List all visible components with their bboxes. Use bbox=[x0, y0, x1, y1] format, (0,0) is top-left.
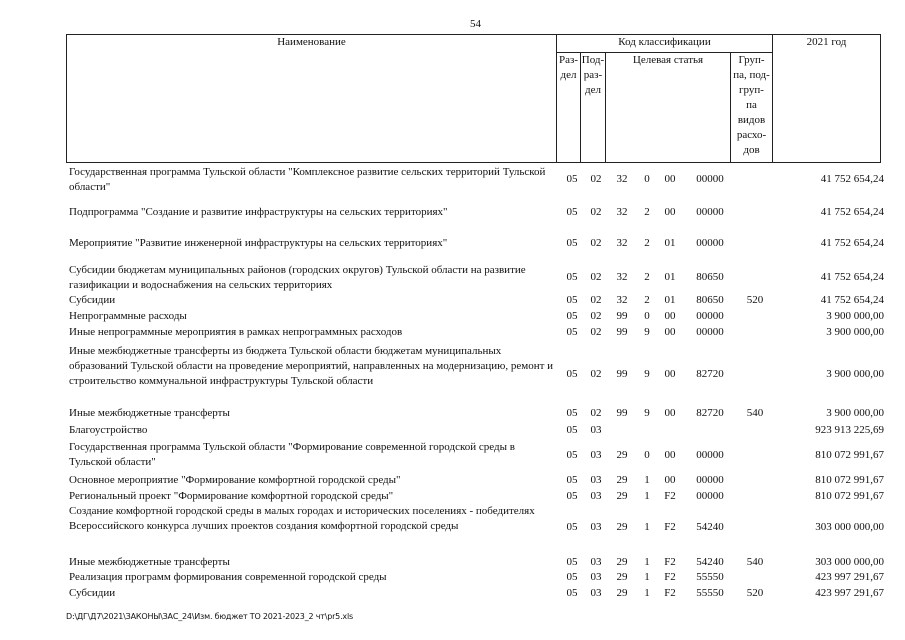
row-code-pr: 03 bbox=[590, 587, 602, 599]
header-code: Код классификации bbox=[557, 35, 773, 53]
row-amount: 423 997 291,67 bbox=[815, 571, 884, 583]
row-name: Иные межбюджетные трансферты из бюджета Тульской области бюджетам муниципальных образований Тульской области на проведение мероприятий, направленных на модернизацию, ремонт и строительство коммунальной инфраструктуры Тульской области bbox=[69, 345, 554, 387]
row-code-vr: 540 bbox=[746, 407, 764, 419]
row-code-d: 00000 bbox=[696, 237, 724, 249]
row-code-b: 2 bbox=[644, 206, 650, 218]
header-razdel: Раз- дел bbox=[557, 53, 581, 163]
row-code-a: 32 bbox=[616, 206, 628, 218]
row-code-rz: 05 bbox=[566, 407, 578, 419]
row-amount: 810 072 991,67 bbox=[815, 474, 884, 486]
row-code-b: 0 bbox=[644, 173, 650, 185]
row-code-d: 82720 bbox=[696, 407, 724, 419]
header-name: Наименование bbox=[67, 35, 557, 163]
row-code-a: 29 bbox=[616, 587, 628, 599]
row-code-b: 2 bbox=[644, 237, 650, 249]
row-code-pr: 02 bbox=[590, 326, 602, 338]
row-name: Подпрограмма "Создание и развитие инфраструктуры на сельских территориях" bbox=[69, 206, 448, 218]
row-code-c: 00 bbox=[664, 449, 676, 461]
row-amount: 303 000 000,00 bbox=[815, 556, 884, 568]
row-code-c: 00 bbox=[664, 206, 676, 218]
row-code-pr: 02 bbox=[590, 368, 602, 380]
row-code-rz: 05 bbox=[566, 368, 578, 380]
row-amount: 810 072 991,67 bbox=[815, 490, 884, 502]
row-code-rz: 05 bbox=[566, 310, 578, 322]
row-code-a: 99 bbox=[616, 310, 628, 322]
row-code-a: 99 bbox=[616, 407, 628, 419]
row-name: Государственная программа Тульской области "Формирование современной городской среды в Тульской области" bbox=[69, 441, 515, 468]
row-code-b: 0 bbox=[644, 310, 650, 322]
row-amount: 923 913 225,69 bbox=[815, 424, 884, 436]
footer-file-path: D:\ДГ\Д7\2021\ЗАКОНЫ\ЗАС_24\Изм. бюджет ТО 2021-2023_2 чт\pr5.xls bbox=[66, 612, 353, 621]
row-code-b: 1 bbox=[644, 474, 650, 486]
row-name: Благоустройство bbox=[69, 424, 148, 436]
row-name: Региональный проект "Формирование комфортной городской среды" bbox=[69, 490, 394, 502]
row-code-d: 00000 bbox=[696, 173, 724, 185]
row-code-c: 01 bbox=[664, 237, 676, 249]
row-code-b: 9 bbox=[644, 326, 650, 338]
row-name: Реализация программ формирования современной городской среды bbox=[69, 571, 387, 583]
row-amount: 41 752 654,24 bbox=[820, 206, 884, 218]
row-code-vr: 520 bbox=[746, 294, 764, 306]
row-name: Основное мероприятие "Формирование комфортной городской среды" bbox=[69, 474, 401, 486]
row-code-d: 54240 bbox=[696, 521, 724, 533]
row-code-pr: 03 bbox=[590, 521, 602, 533]
row-amount: 3 900 000,00 bbox=[826, 310, 884, 322]
row-code-a: 32 bbox=[616, 294, 628, 306]
row-amount: 41 752 654,24 bbox=[820, 237, 884, 249]
row-code-d: 54240 bbox=[696, 556, 724, 568]
row-code-pr: 03 bbox=[590, 449, 602, 461]
row-code-pr: 02 bbox=[590, 271, 602, 283]
row-code-a: 29 bbox=[616, 556, 628, 568]
row-amount: 41 752 654,24 bbox=[820, 294, 884, 306]
row-code-b: 2 bbox=[644, 271, 650, 283]
row-code-d: 00000 bbox=[696, 490, 724, 502]
row-amount: 41 752 654,24 bbox=[820, 173, 884, 185]
row-amount: 303 000 000,00 bbox=[815, 521, 884, 533]
row-code-a: 32 bbox=[616, 271, 628, 283]
row-code-d: 82720 bbox=[696, 368, 724, 380]
row-code-d: 00000 bbox=[696, 310, 724, 322]
row-code-d: 55550 bbox=[696, 571, 724, 583]
row-code-c: 00 bbox=[664, 326, 676, 338]
row-code-pr: 02 bbox=[590, 206, 602, 218]
row-code-c: F2 bbox=[664, 556, 676, 568]
row-name: Государственная программа Тульской области "Комплексное развитие сельских территорий Тульской области" bbox=[69, 166, 546, 193]
row-code-pr: 03 bbox=[590, 490, 602, 502]
row-code-c: 01 bbox=[664, 294, 676, 306]
row-code-b: 9 bbox=[644, 407, 650, 419]
row-code-pr: 02 bbox=[590, 173, 602, 185]
row-code-pr: 02 bbox=[590, 310, 602, 322]
row-code-b: 1 bbox=[644, 490, 650, 502]
row-code-c: 00 bbox=[664, 173, 676, 185]
row-amount: 3 900 000,00 bbox=[826, 407, 884, 419]
row-code-c: F2 bbox=[664, 587, 676, 599]
row-code-c: F2 bbox=[664, 490, 676, 502]
row-code-d: 00000 bbox=[696, 449, 724, 461]
row-code-vr: 520 bbox=[746, 587, 764, 599]
row-name: Субсидии bbox=[69, 587, 116, 599]
row-code-pr: 03 bbox=[590, 474, 602, 486]
row-code-c: F2 bbox=[664, 571, 676, 583]
row-amount: 423 997 291,67 bbox=[815, 587, 884, 599]
row-code-b: 2 bbox=[644, 294, 650, 306]
row-code-b: 1 bbox=[644, 587, 650, 599]
row-code-rz: 05 bbox=[566, 556, 578, 568]
row-code-rz: 05 bbox=[566, 474, 578, 486]
row-code-d: 55550 bbox=[696, 587, 724, 599]
row-code-rz: 05 bbox=[566, 490, 578, 502]
row-code-c: F2 bbox=[664, 521, 676, 533]
header-podrazdel: Под- раз- дел bbox=[581, 53, 606, 163]
row-amount: 3 900 000,00 bbox=[826, 368, 884, 380]
row-code-b: 0 bbox=[644, 449, 650, 461]
row-code-a: 29 bbox=[616, 571, 628, 583]
row-code-rz: 05 bbox=[566, 571, 578, 583]
header-year: 2021 год bbox=[773, 35, 881, 163]
row-name: Иные непрограммные мероприятия в рамках непрограммных расходов bbox=[69, 326, 403, 338]
row-code-d: 00000 bbox=[696, 474, 724, 486]
header-target: Целевая статья bbox=[606, 53, 731, 163]
row-code-d: 80650 bbox=[696, 294, 724, 306]
row-amount: 41 752 654,24 bbox=[820, 271, 884, 283]
row-name: Создание комфортной городской среды в малых городах и исторических поселениях - победителях Всероссийского конкурса лучших проектов создания комфортной городской среды bbox=[69, 505, 535, 532]
row-code-a: 29 bbox=[616, 521, 628, 533]
row-code-c: 00 bbox=[664, 407, 676, 419]
row-code-c: 00 bbox=[664, 368, 676, 380]
row-code-rz: 05 bbox=[566, 237, 578, 249]
row-code-a: 29 bbox=[616, 490, 628, 502]
row-code-b: 9 bbox=[644, 368, 650, 380]
row-code-a: 32 bbox=[616, 173, 628, 185]
row-code-d: 00000 bbox=[696, 326, 724, 338]
row-code-d: 80650 bbox=[696, 271, 724, 283]
row-code-c: 00 bbox=[664, 310, 676, 322]
row-code-rz: 05 bbox=[566, 326, 578, 338]
row-code-pr: 02 bbox=[590, 237, 602, 249]
row-code-rz: 05 bbox=[566, 521, 578, 533]
header-group: Груп- па, под- груп- па видов расхо- дов bbox=[731, 53, 773, 163]
row-code-b: 1 bbox=[644, 571, 650, 583]
row-code-b: 1 bbox=[644, 521, 650, 533]
row-code-pr: 02 bbox=[590, 407, 602, 419]
row-code-a: 29 bbox=[616, 474, 628, 486]
row-code-rz: 05 bbox=[566, 206, 578, 218]
row-code-rz: 05 bbox=[566, 173, 578, 185]
row-code-rz: 05 bbox=[566, 587, 578, 599]
row-amount: 3 900 000,00 bbox=[826, 326, 884, 338]
row-code-a: 99 bbox=[616, 368, 628, 380]
row-code-rz: 05 bbox=[566, 271, 578, 283]
row-code-pr: 03 bbox=[590, 424, 602, 436]
row-code-rz: 05 bbox=[566, 449, 578, 461]
row-code-a: 99 bbox=[616, 326, 628, 338]
row-name: Субсидии бюджетам муниципальных районов (городских округов) Тульской области на развитие газификации и водоснабжения на сельских территориях bbox=[69, 264, 526, 291]
row-name: Иные межбюджетные трансферты bbox=[69, 407, 230, 419]
row-code-rz: 05 bbox=[566, 424, 578, 436]
row-name: Мероприятие "Развитие инженерной инфраструктуры на сельских территориях" bbox=[69, 237, 448, 249]
row-name: Иные межбюджетные трансферты bbox=[69, 556, 230, 568]
row-code-a: 29 bbox=[616, 449, 628, 461]
row-code-a: 32 bbox=[616, 237, 628, 249]
row-code-d: 00000 bbox=[696, 206, 724, 218]
row-code-c: 01 bbox=[664, 271, 676, 283]
row-code-pr: 03 bbox=[590, 556, 602, 568]
row-code-rz: 05 bbox=[566, 294, 578, 306]
row-code-c: 00 bbox=[664, 474, 676, 486]
row-amount: 810 072 991,67 bbox=[815, 449, 884, 461]
row-name: Непрограммные расходы bbox=[69, 310, 187, 322]
row-name: Субсидии bbox=[69, 294, 116, 306]
row-code-b: 1 bbox=[644, 556, 650, 568]
row-code-pr: 03 bbox=[590, 571, 602, 583]
page-number: 54 bbox=[470, 18, 481, 30]
row-code-vr: 540 bbox=[746, 556, 764, 568]
row-code-pr: 02 bbox=[590, 294, 602, 306]
